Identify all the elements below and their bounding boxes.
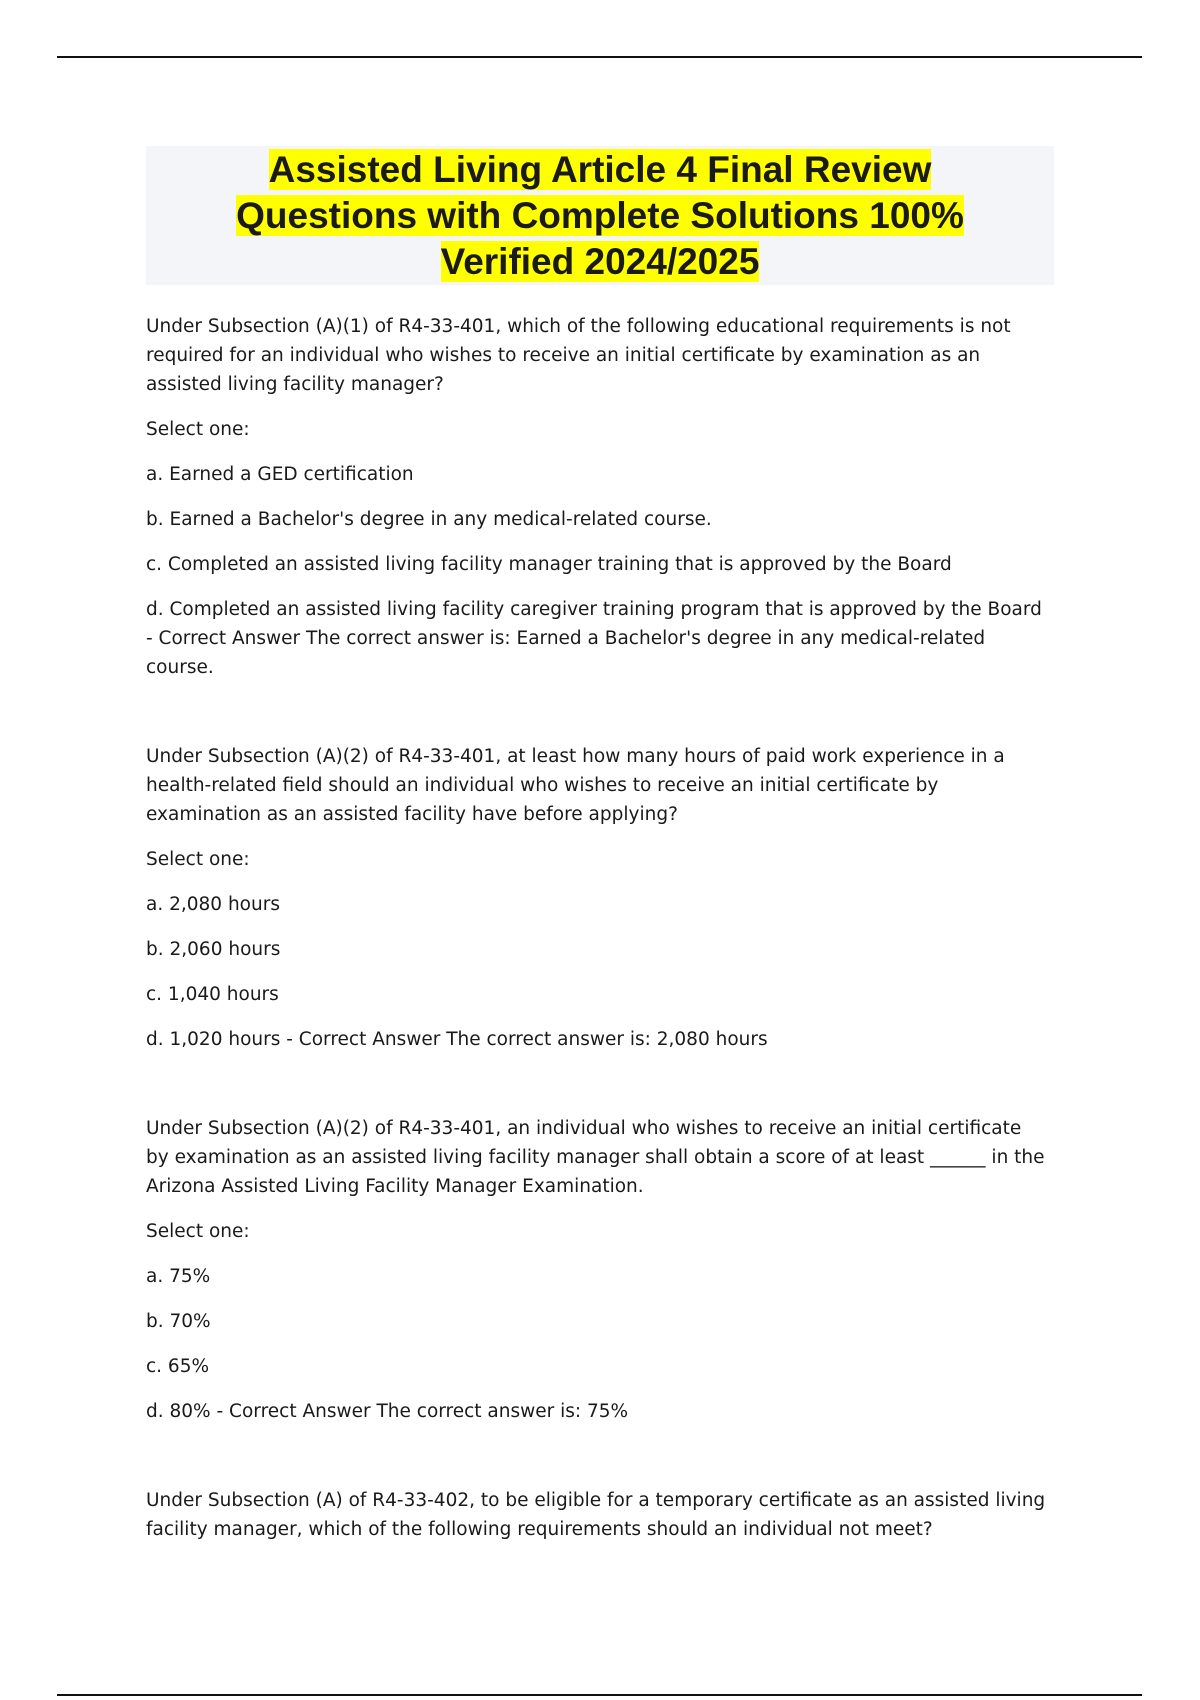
question-text: Under Subsection (A)(2) of R4-33-401, an individual who wishes to receive an initial certificate by examination as an assisted living facility manager shall obtain a score of at least ______ in the Arizona Assisted Living Facility Manager Examination. [146, 1118, 1045, 1197]
question-block-3 [146, 1114, 1046, 1426]
select-label: Select one: [146, 849, 250, 870]
question-block-4 [146, 1486, 1046, 1544]
option-d-with-answer: d. 80% - Correct Answer The correct answer is: 75% [146, 1401, 629, 1422]
option-a: a. 2,080 hours [146, 894, 280, 915]
select-label: Select one: [146, 1221, 250, 1242]
option-c: c. 65% [146, 1356, 210, 1377]
option-c: c. Completed an assisted living facility manager training that is approved by the Board [146, 554, 952, 575]
option-b: b. Earned a Bachelor's degree in any medical-related course. [146, 509, 712, 530]
question-gap [146, 682, 1046, 742]
option-a: a. Earned a GED certification [146, 464, 414, 485]
question-text: Under Subsection (A)(1) of R4-33-401, which of the following educational requirements is not required for an individual who wishes to receive an initial certificate by examination as an assisted living facility manager? [146, 316, 1011, 395]
top-rule [57, 56, 1142, 58]
option-c: c. 1,040 hours [146, 984, 279, 1005]
title-box [146, 146, 1054, 285]
document-title: Assisted Living Article 4 Final Review Questions with Complete Solutions 100% Verified 2024/2025 [236, 149, 964, 282]
select-label: Select one: [146, 419, 250, 440]
question-text: Under Subsection (A)(2) of R4-33-401, at least how many hours of paid work experience in a health-related field should an individual who wishes to receive an initial certificate by examination as an assisted facility have before applying? [146, 746, 1005, 825]
option-a: a. 75% [146, 1266, 211, 1287]
bottom-rule [57, 1694, 1142, 1696]
option-d-with-answer: d. 1,020 hours - Correct Answer The correct answer is: 2,080 hours [146, 1029, 768, 1050]
option-b: b. 2,060 hours [146, 939, 281, 960]
question-gap [146, 1426, 1046, 1486]
question-block-1 [146, 312, 1046, 682]
question-block-2 [146, 742, 1046, 1054]
question-text: Under Subsection (A) of R4-33-402, to be eligible for a temporary certificate as an assisted living facility manager, which of the following requirements should an individual not meet? [146, 1490, 1046, 1540]
document-body [146, 312, 1046, 1544]
option-d-with-answer: d. Completed an assisted living facility caregiver training program that is approved by the Board - Correct Answer The correct answer is: Earned a Bachelor's degree in any medical-related course. [146, 599, 1042, 678]
question-gap [146, 1054, 1046, 1114]
option-b: b. 70% [146, 1311, 211, 1332]
